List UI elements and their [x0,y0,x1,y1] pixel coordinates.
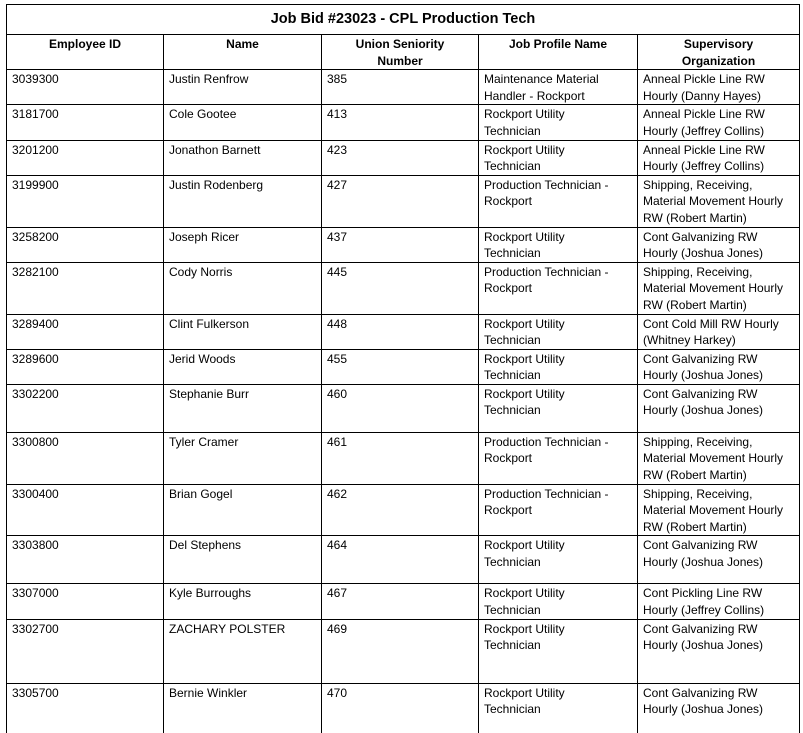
supervisory-org-cell: Cont Galvanizing RW Hourly (Joshua Jones) [638,536,800,584]
name-cell: Joseph Ricer [164,227,322,262]
table-row [7,432,800,484]
employee-id-cell: 3305700 [7,683,164,733]
column-header-supervisory-organization: Supervisory Organization [638,35,800,70]
employee-id-cell: 3303800 [7,536,164,584]
supervisory-org-cell: Anneal Pickle Line RW Hourly (Jeffrey Collins) [638,105,800,140]
seniority-cell: 464 [322,536,479,584]
seniority-cell: 437 [322,227,479,262]
column-header-name: Name [164,35,322,70]
employee-id-cell: 3302700 [7,619,164,683]
employee-id-cell: 3300800 [7,432,164,484]
table-body [7,70,800,733]
column-header-employee-id: Employee ID [7,35,164,70]
table-row [7,227,800,262]
supervisory-org-cell: Shipping, Receiving, Material Movement Hourly RW (Robert Martin) [638,432,800,484]
job-profile-cell: Maintenance Material Handler - Rockport [479,70,638,105]
name-cell: Cole Gootee [164,105,322,140]
job-profile-cell: Production Technician - Rockport [479,432,638,484]
column-header-job-profile-name: Job Profile Name [479,35,638,70]
table-row [7,262,800,314]
seniority-cell: 385 [322,70,479,105]
employee-id-cell: 3039300 [7,70,164,105]
job-profile-cell: Rockport Utility Technician [479,140,638,175]
employee-id-cell: 3201200 [7,140,164,175]
name-cell: ZACHARY POLSTER [164,619,322,683]
table-row [7,105,800,140]
supervisory-org-cell: Cont Galvanizing RW Hourly (Joshua Jones) [638,683,800,733]
supervisory-org-cell: Cont Galvanizing RW Hourly (Joshua Jones) [638,349,800,384]
table-row [7,683,800,733]
name-cell: Brian Gogel [164,484,322,536]
employee-id-cell: 3300400 [7,484,164,536]
seniority-cell: 470 [322,683,479,733]
seniority-cell: 445 [322,262,479,314]
employee-id-cell: 3289400 [7,314,164,349]
supervisory-org-cell: Cont Galvanizing RW Hourly (Joshua Jones) [638,384,800,432]
job-profile-cell: Production Technician - Rockport [479,262,638,314]
supervisory-org-cell: Anneal Pickle Line RW Hourly (Jeffrey Collins) [638,140,800,175]
seniority-cell: 455 [322,349,479,384]
job-bid-sheet [6,4,799,733]
name-cell: Justin Renfrow [164,70,322,105]
name-cell: Bernie Winkler [164,683,322,733]
job-profile-cell: Rockport Utility Technician [479,384,638,432]
job-profile-cell: Production Technician - Rockport [479,175,638,227]
employee-id-cell: 3307000 [7,584,164,619]
name-cell: Jonathon Barnett [164,140,322,175]
employee-id-cell: 3199900 [7,175,164,227]
name-cell: Justin Rodenberg [164,175,322,227]
table-row [7,484,800,536]
table-row [7,175,800,227]
table-row [7,70,800,105]
table-row [7,619,800,683]
table-row [7,584,800,619]
supervisory-org-cell: Shipping, Receiving, Material Movement Hourly RW (Robert Martin) [638,262,800,314]
seniority-cell: 423 [322,140,479,175]
supervisory-org-cell: Cont Cold Mill RW Hourly (Whitney Harkey) [638,314,800,349]
name-cell: Jerid Woods [164,349,322,384]
name-cell: Stephanie Burr [164,384,322,432]
supervisory-org-cell: Anneal Pickle Line RW Hourly (Danny Hayes) [638,70,800,105]
table-row [7,140,800,175]
seniority-cell: 413 [322,105,479,140]
job-profile-cell: Rockport Utility Technician [479,349,638,384]
header-row [7,35,800,70]
supervisory-org-cell: Cont Galvanizing RW Hourly (Joshua Jones) [638,227,800,262]
seniority-cell: 467 [322,584,479,619]
table-row [7,536,800,584]
name-cell: Cody Norris [164,262,322,314]
table-title: Job Bid #23023 - CPL Production Tech [7,5,800,35]
seniority-cell: 460 [322,384,479,432]
supervisory-org-cell: Cont Pickling Line RW Hourly (Jeffrey Collins) [638,584,800,619]
table-row [7,314,800,349]
supervisory-org-cell: Shipping, Receiving, Material Movement Hourly RW (Robert Martin) [638,484,800,536]
job-profile-cell: Rockport Utility Technician [479,536,638,584]
name-cell: Clint Fulkerson [164,314,322,349]
employee-id-cell: 3302200 [7,384,164,432]
job-profile-cell: Rockport Utility Technician [479,314,638,349]
employee-id-cell: 3282100 [7,262,164,314]
employee-id-cell: 3289600 [7,349,164,384]
job-profile-cell: Rockport Utility Technician [479,683,638,733]
employee-id-cell: 3258200 [7,227,164,262]
seniority-cell: 462 [322,484,479,536]
seniority-cell: 461 [322,432,479,484]
job-profile-cell: Rockport Utility Technician [479,227,638,262]
name-cell: Kyle Burroughs [164,584,322,619]
job-profile-cell: Rockport Utility Technician [479,584,638,619]
name-cell: Del Stephens [164,536,322,584]
employee-id-cell: 3181700 [7,105,164,140]
table-row [7,384,800,432]
job-bid-table [6,4,800,733]
seniority-cell: 427 [322,175,479,227]
job-profile-cell: Rockport Utility Technician [479,619,638,683]
supervisory-org-cell: Shipping, Receiving, Material Movement Hourly RW (Robert Martin) [638,175,800,227]
name-cell: Tyler Cramer [164,432,322,484]
seniority-cell: 448 [322,314,479,349]
seniority-cell: 469 [322,619,479,683]
table-row [7,349,800,384]
column-header-union-seniority-number: Union Seniority Number [322,35,479,70]
job-profile-cell: Rockport Utility Technician [479,105,638,140]
job-profile-cell: Production Technician - Rockport [479,484,638,536]
supervisory-org-cell: Cont Galvanizing RW Hourly (Joshua Jones) [638,619,800,683]
